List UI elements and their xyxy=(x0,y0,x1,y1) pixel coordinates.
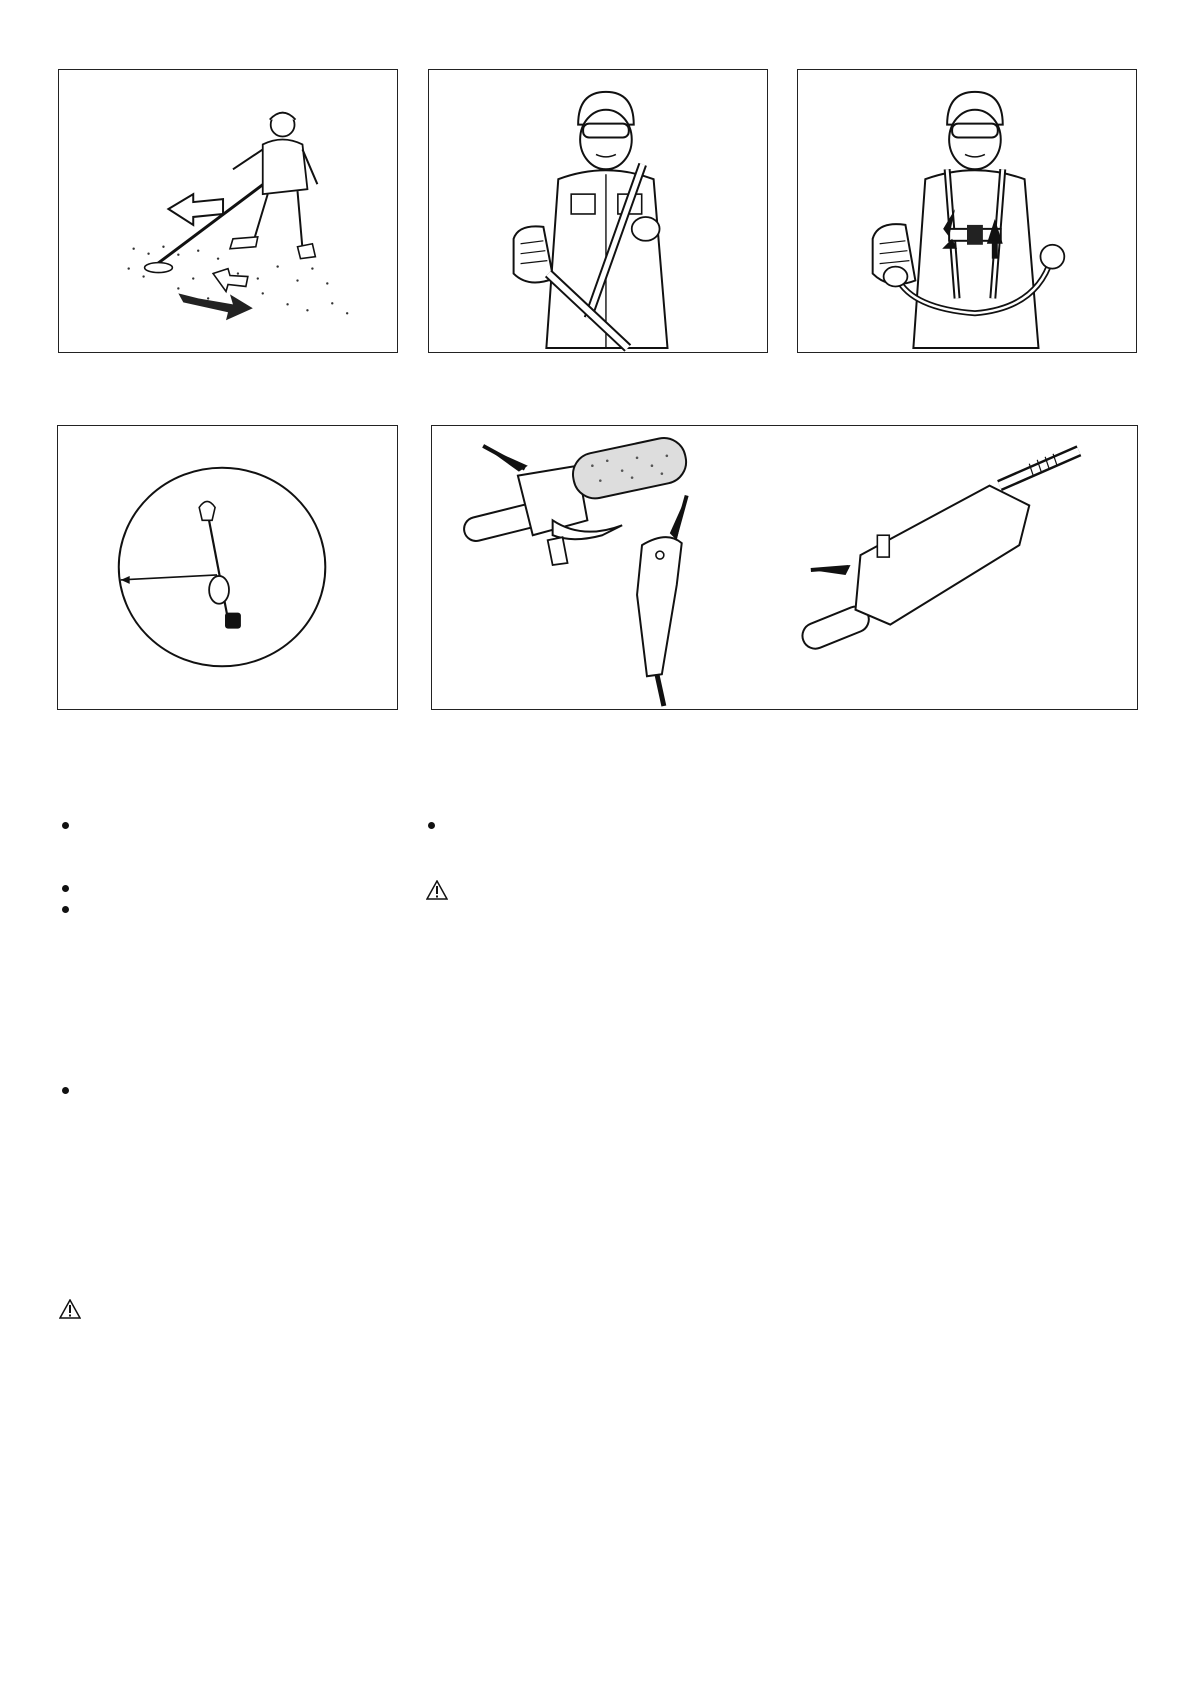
figure-harness-buckle xyxy=(797,69,1137,353)
danger-radius-illustration xyxy=(58,426,397,709)
figure-working-direction xyxy=(58,69,398,353)
bullet-marker xyxy=(62,1087,69,1094)
warning-triangle-icon xyxy=(59,1299,81,1319)
figure-danger-zone xyxy=(57,425,398,710)
bullet-marker xyxy=(428,822,435,829)
figure-throttle-stop-switches xyxy=(431,425,1138,710)
bullet-marker xyxy=(62,822,69,829)
operator-shoulder-strap-illustration xyxy=(429,70,767,352)
handle-switches-illustration xyxy=(432,426,1137,709)
operator-walking-illustration xyxy=(59,70,397,352)
operator-harness-illustration xyxy=(798,70,1136,352)
bullet-marker xyxy=(62,906,69,913)
figure-shoulder-strap xyxy=(428,69,768,353)
warning-triangle-icon xyxy=(426,880,448,900)
bullet-marker xyxy=(62,885,69,892)
